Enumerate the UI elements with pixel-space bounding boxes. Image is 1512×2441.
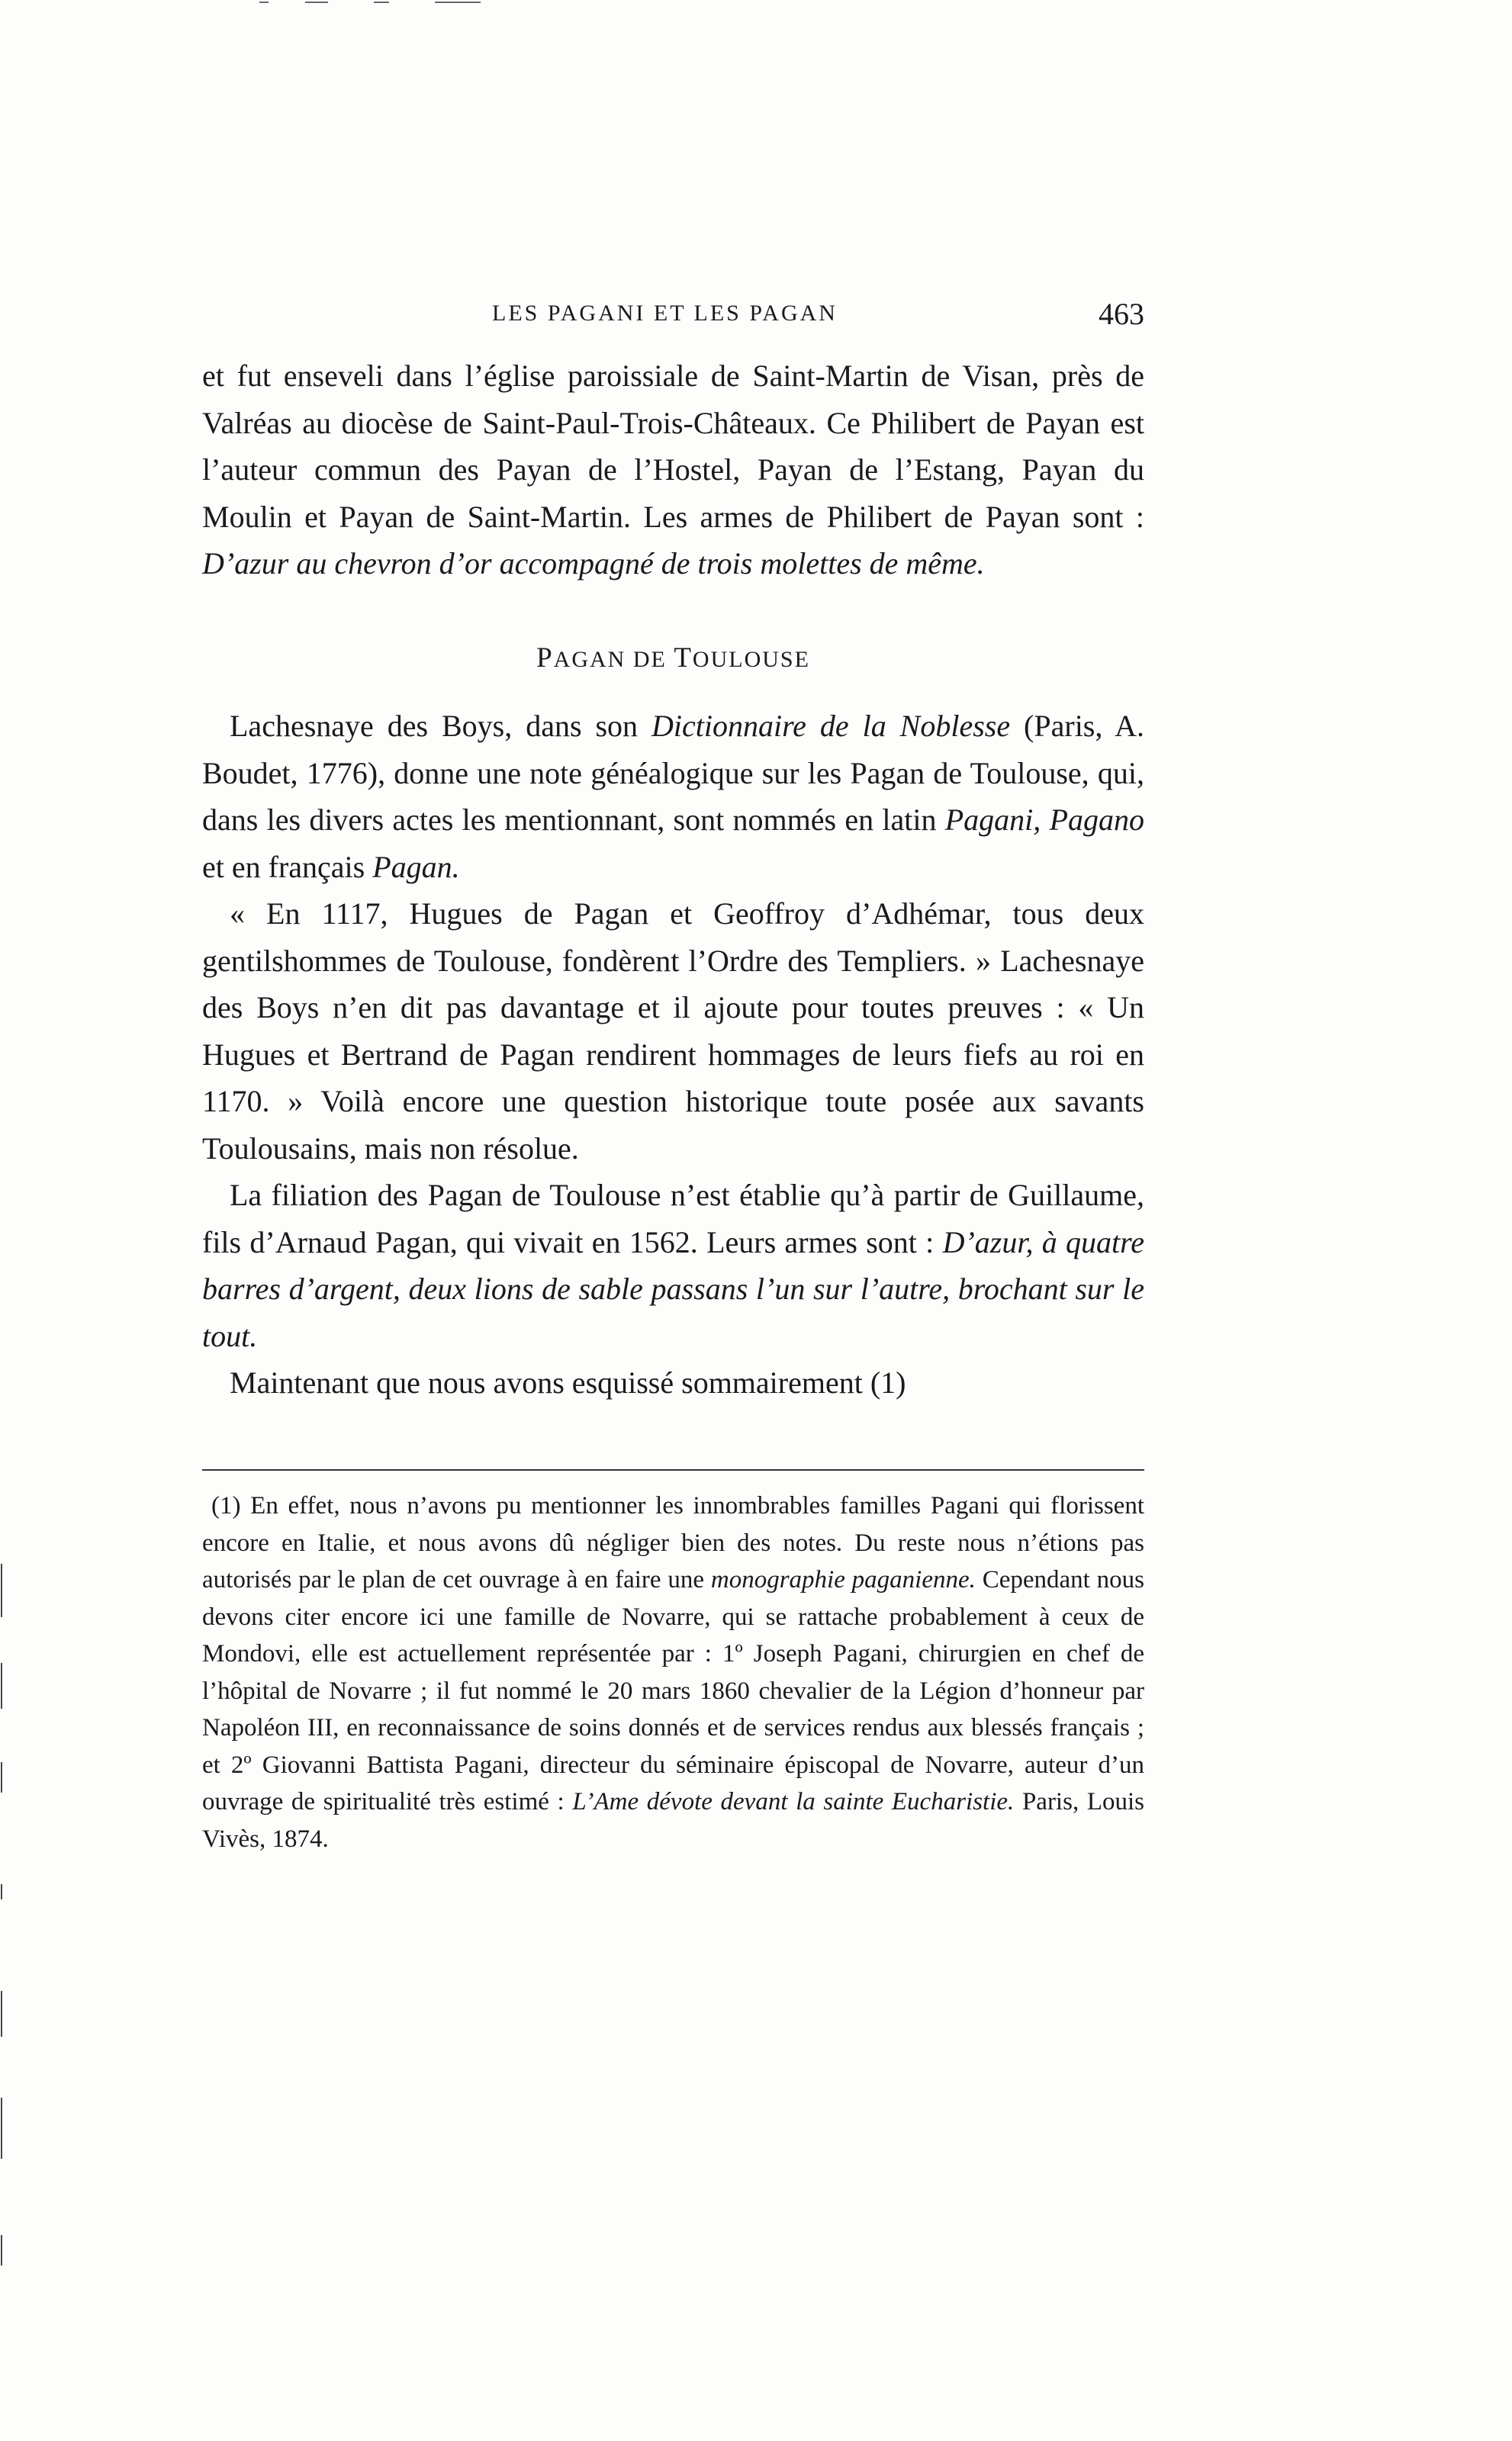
footnote-1: (1) En effet, nous n’avons pu mentionner les innombrables familles Pagani qui florissent encore en Italie, et nous avons dû négliger bien des notes. Du reste nous n’étions pas autorisés par le plan de cet ouvrage à en faire une monographie paganienne. Cependant nous devons citer encore ici une famille de Novarre, qui se rattache probablement à ceux de Mondovi, elle est actuellement représentée par : 1º Joseph Pagani, chirurgien en chef de l’hôpital de Novarre ; il fut nommé le 20 mars 1860 chevalier de la Légion d’honneur par Napoléon III, en reconnaissance de soins donnés et de services rendus aux blessés français ; et 2º Giovanni Battista Pagani, directeur du séminaire épiscopal de Novarre, auteur d’un ouvrage de spiritualité très estimé : L’Ame dévote devant la sainte Eucharistie. Paris, Louis Vivès, 1874.: [202, 1492, 1144, 1853]
paragraph-lachesnaye: Lachesnaye des Boys, dans son Dictionnaire de la Noblesse (Paris, A. Boudet, 1776), donne une note généalogique sur les Pagan de Toulouse, qui, dans les divers actes les mentionnant, sont nommés en latin Pagani, Pagano et en français Pagan.: [202, 709, 1144, 884]
book-title: L’Ame dévote devant la sainte Eucharistie.: [572, 1788, 1015, 1815]
main-text: [202, 352, 1144, 1407]
running-title: LES PAGANI ET LES PAGAN: [492, 301, 838, 326]
paragraph-philibert: [202, 352, 1144, 587]
arms-description: D’azur au chevron d’or accompagné de trois molettes de même.: [202, 546, 985, 581]
book-title: Dictionnaire de la Noblesse: [651, 709, 1011, 743]
page-header: [202, 296, 1144, 342]
paragraph-filiation: La filiation des Pagan de Toulouse n’est établie qu’à partir de Guillaume, fils d’Arnaud Pagan, qui vivait en 1562. Leurs armes sont : D’azur, à quatre barres d’argent, deux lions de sable passans l’un sur l’autre, brochant sur le tout.: [202, 1178, 1144, 1353]
paragraph-templiers: « En 1117, Hugues de Pagan et Geoffroy d’Adhémar, tous deux gentilshommes de Toulouse, fondèrent l’Ordre des Templiers. » Lachesnaye des Boys n’en dit pas davantage et il ajoute pour toutes preuves : « Un Hugues et Bertrand de Pagan rendirent hommages de leurs fiefs au roi en 1170. » Voilà encore une question historique toute posée aux savants Toulousains, mais non résolue.: [202, 896, 1144, 1166]
arms-description: D’azur, à quatre barres d’argent, deux lions de sable passans l’un sur l’autre, brochant sur le tout.: [202, 1224, 1144, 1353]
scan-top-marks: [259, 0, 481, 5]
paragraph-text: et fut enseveli dans l’église paroissiale de Saint-Martin de Visan, près de Valréas au diocèse de Saint-Paul-Trois-Châteaux. Ce Philibert de Payan est l’auteur commun des Payan de l’Hostel, Payan de l’Estang, Payan du Moulin et Payan de Saint-Martin. Les armes de Philibert de Payan sont :: [202, 359, 1144, 534]
page-number: 463: [1099, 297, 1144, 331]
scan-margin-marks: [0, 1564, 5, 2327]
footnotes: [202, 1487, 1144, 1857]
section-heading: PAGAN DE TOULOUSE: [536, 642, 810, 674]
footnote-divider: [202, 1469, 1144, 1471]
paragraph-maintenant: Maintenant que nous avons esquissé sommairement (1): [230, 1365, 906, 1400]
